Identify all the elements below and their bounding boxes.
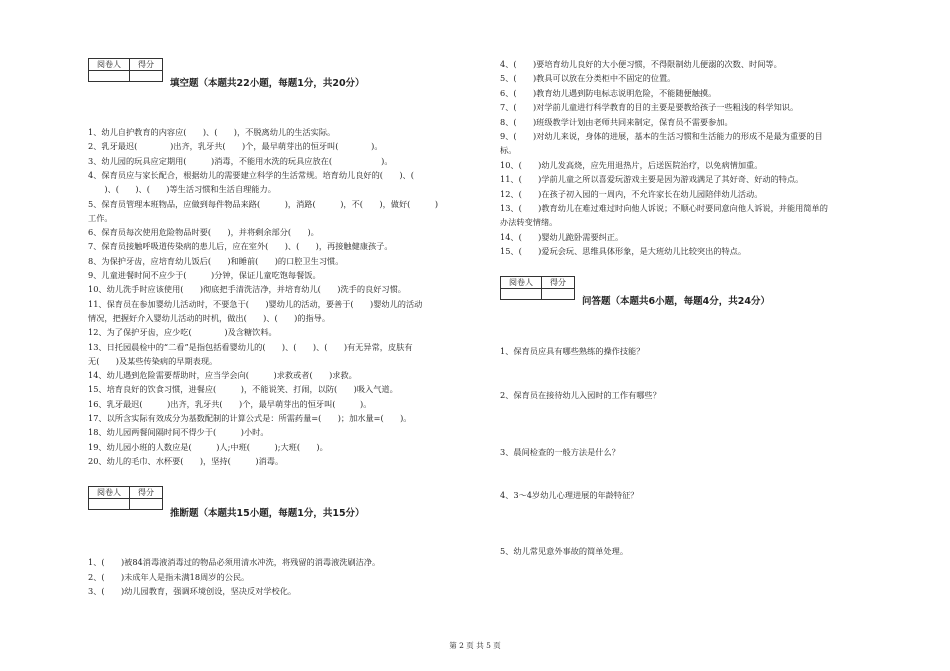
question-line: 5、( )教具可以放在分类柜中不固定的位置。 — [500, 73, 676, 84]
question-line: 2、乳牙最迟( )出齐，乳牙共( )个，最早萌芽出的恒牙叫( )。 — [88, 141, 383, 152]
judge-section-title: 推断题（本题共15小题，每题1分，共15分） — [170, 508, 365, 519]
question-line: 14、( )婴幼儿跪卧需要纠正。 — [500, 231, 624, 242]
qa-question: 4、3～4岁幼儿心理进展的年龄特征？ — [500, 490, 639, 500]
question-line: 2、( )未成年人是指未满18周岁的公民。 — [88, 571, 250, 582]
question-line: 1、幼儿自护教育的内容应( )、( )，不脱离幼儿的生活实际。 — [88, 127, 336, 137]
question-line: 5、保育员管理本班物品，应做到每件物品来路( )，消路( )，不( )，做好( ) — [88, 198, 439, 209]
question-line: 8、为保护牙齿，应培育幼儿饭后( )和睡前( )的口腔卫生习惯。 — [88, 255, 344, 266]
question-line: 14、幼儿遇到危险需要帮助时，应当学会向( )求救或者( )求救。 — [88, 370, 357, 381]
question-line: 3、( )幼儿园教育，强调环境创设，坚决反对学校化。 — [88, 586, 297, 596]
reviewer-label: 阅卷人 — [501, 277, 542, 289]
question-line: 标。 — [500, 145, 517, 156]
reviewer-label: 阅卷人 — [89, 487, 130, 499]
question-line: 4、保育员应与家长配合，根据幼儿的需要建立科学的生活常规。培育幼儿良好的( )、( — [88, 169, 414, 180]
reviewer-label: 阅卷人 — [89, 59, 130, 71]
question-line: 18、幼儿园两餐间隔时间不得少于( )小时。 — [88, 427, 269, 438]
qa-section-title: 问答题（本题共6小题，每题4分，共24分） — [582, 296, 770, 307]
question-line: 6、( )教育幼儿遇到防电标志说明危险，不能随便触摸。 — [500, 87, 717, 98]
question-line: 9、儿童进餐时间不应少于( )分钟，保证儿童吃饱每餐饭。 — [88, 270, 321, 280]
question-line: 13、( )教育幼儿在难过难过时向他人诉说；不顺心时要同意向他人诉说，并能用简单的 — [500, 203, 828, 213]
question-line: 13、日托园晨检中的“二看”是指包括看婴幼儿的( )、( )、( )有无异常，皮肤有 — [88, 341, 413, 352]
question-line: 4、( )要培育幼儿良好的大小便习惯，不得限制幼儿便溺的次数、时间等。 — [500, 59, 782, 69]
question-line: )、( )、( )等生活习惯和生活自理能力。 — [88, 184, 276, 195]
question-line: 19、幼儿园小班的人数应是( )人;中班( );大班( )。 — [88, 441, 328, 452]
score-box-fill — [88, 58, 163, 82]
question-line: 情况，把握好介入婴幼儿活动的时机，做出( )、( )的指导。 — [88, 312, 331, 323]
question-line: 7、保育员接触呼吸道传染病的患儿后，应在室外( )、( )，再接触健康孩子。 — [88, 241, 393, 252]
question-line: 11、( )学前儿童之所以喜爱玩游戏主要是因为游戏满足了其好奇、好动的特点。 — [500, 174, 804, 185]
question-line: 10、( )幼儿发高烧，应先用退热片，后送医院治疗，以免病情加重。 — [500, 159, 763, 170]
question-line: 9、( )对幼儿来说，身体的进展，基本的生活习惯和生活能力的形成不是最为重要的目 — [500, 131, 823, 141]
question-line: 15、( )爱玩会玩、思维具体形象，是大班幼儿比较突出的特点。 — [500, 246, 747, 257]
score-box-qa — [500, 276, 575, 300]
score-label: 得分 — [542, 277, 575, 289]
fill-section-title: 填空题（本题共22小题，每题1分，共20分） — [170, 78, 365, 89]
question-line: 17、以所含实际有效成分为基数配制的计算公式是：所需药量=( )；加水量=( )。 — [88, 413, 412, 423]
qa-question: 1、保育员应具有哪些熟练的操作技能？ — [500, 346, 645, 356]
question-line: 8、( )班级教学计划由老师共同来制定，保育员不需要参加。 — [500, 116, 733, 127]
question-line: 7、( )对学前儿童进行科学教育的目的主要是要教给孩子一些粗浅的科学知识。 — [500, 102, 799, 113]
question-line: 15、培育良好的饮食习惯，进餐应( )，不能说笑、打闹，以防( )吸入气道。 — [88, 384, 398, 395]
score-label: 得分 — [130, 59, 163, 71]
question-line: 12、( )在孩子初入园的一周内，不允许家长在幼儿园陪伴幼儿活动。 — [500, 188, 763, 199]
qa-question: 3、晨间检查的一般方法是什么？ — [500, 447, 620, 457]
question-line: 11、保育员在参加婴幼儿活动时，不要急于( )婴幼儿的活动，要善于( )婴幼儿的活动 — [88, 298, 423, 309]
question-line: 3、幼儿园的玩具应定期用( )消毒，不能用水洗的玩具应放在( )。 — [88, 155, 393, 166]
question-line: 工作。 — [88, 212, 113, 223]
question-line: 20、幼儿的毛巾、水杯要( )，坚持( )消毒。 — [88, 455, 284, 466]
page-footer: 第 2 页 共 5 页 — [449, 641, 501, 650]
question-line: 10、幼儿洗手时应该使用( )彻底把手清洗洁净，并培育幼儿( )洗手的良好习惯。 — [88, 284, 406, 295]
question-line: 16、乳牙最迟( )出齐，乳牙共( )个，最早萌芽出的恒牙叫( )。 — [88, 398, 372, 409]
question-line: 办法转变情绪。 — [500, 217, 558, 228]
score-label: 得分 — [130, 487, 163, 499]
qa-question: 5、幼儿常见意外事故的简单处理。 — [500, 546, 629, 556]
question-line: 6、保育员每次使用危险物品时要( )，并将剩余部分( )。 — [88, 227, 319, 238]
question-line: 12、为了保护牙齿，应少吃( )及含糖饮料。 — [88, 327, 277, 338]
question-line: 1、( )被84消毒液消毒过的物品必须用清水冲洗，将残留的消毒液洗刷洁净。 — [88, 557, 381, 567]
qa-question: 2、保育员在接待幼儿入园时的工作有哪些？ — [500, 390, 661, 400]
score-box-judge — [88, 486, 163, 510]
question-line: 无( )及某些传染病的早期表现。 — [88, 355, 218, 366]
